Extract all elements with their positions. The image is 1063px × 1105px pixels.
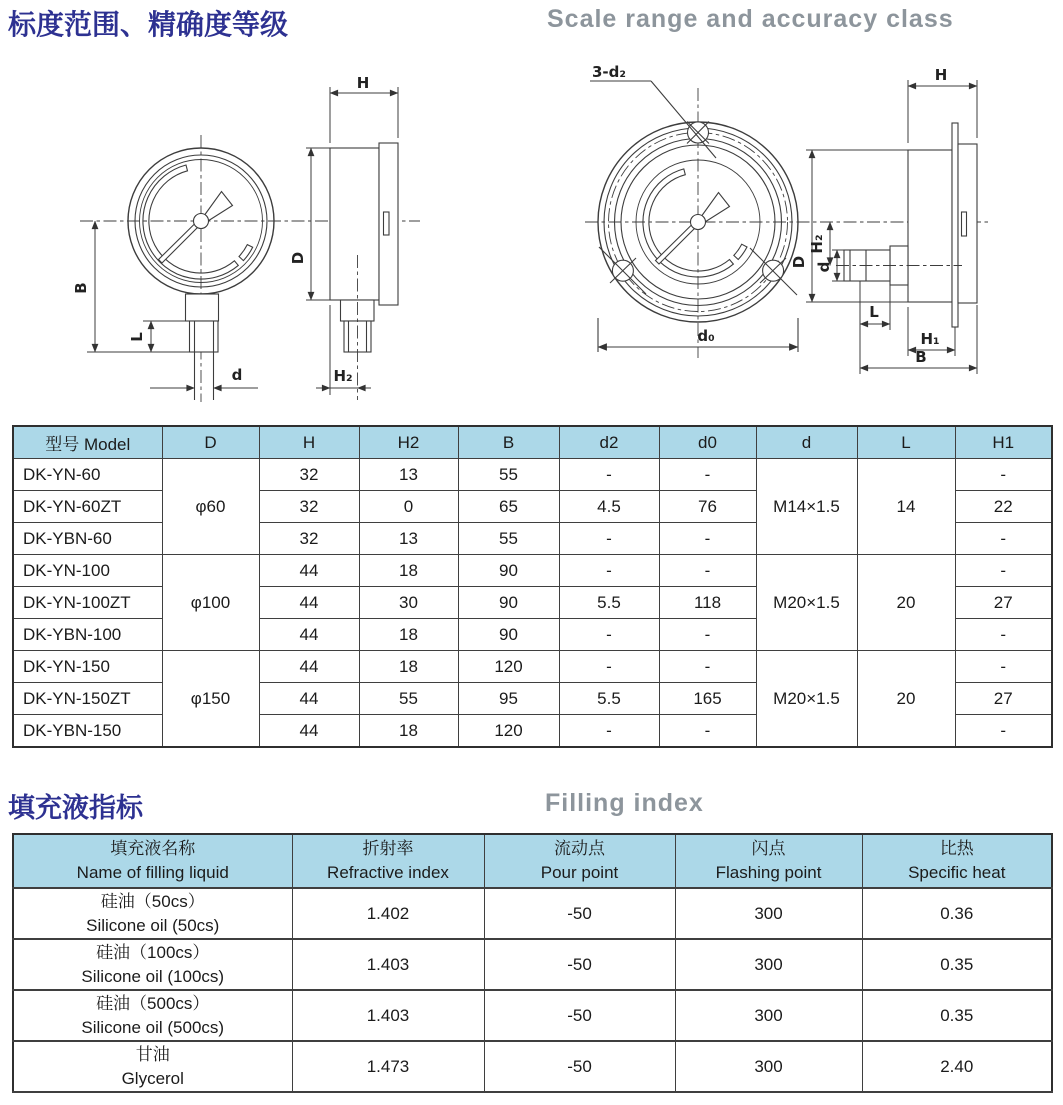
value-cell: 76 xyxy=(659,491,756,523)
value-cell: 18 xyxy=(359,555,458,587)
table-row xyxy=(13,1041,1052,1092)
value-cell: - xyxy=(659,523,756,555)
model-cell: DK-YBN-100 xyxy=(13,619,162,651)
col-header: L xyxy=(857,426,955,459)
dim-label-B: B xyxy=(72,282,90,294)
value-cell: 90 xyxy=(458,587,559,619)
table-row xyxy=(13,888,1052,939)
value-cell: - xyxy=(559,523,659,555)
model-cell: DK-YBN-60 xyxy=(13,523,162,555)
dim-label-d: d xyxy=(231,366,243,384)
col-header-en: Specific heat xyxy=(908,863,1006,882)
value-cell: 14 xyxy=(857,459,955,555)
value-cell: 5.5 xyxy=(559,683,659,715)
table-row xyxy=(13,555,1052,587)
value-cell: - xyxy=(559,715,659,748)
right-side-view xyxy=(836,123,977,327)
dim-label-B: B xyxy=(915,348,927,366)
left-front-dimensions xyxy=(72,221,258,388)
col-header-en: Flashing point xyxy=(715,863,822,882)
header-row xyxy=(13,426,1052,459)
model-cell: DK-YN-150 xyxy=(13,651,162,683)
diameter-cell: φ60 xyxy=(162,459,259,555)
liquid-name-cell xyxy=(13,939,292,990)
model-cell: DK-YBN-150 xyxy=(13,715,162,748)
value-cell: -50 xyxy=(484,1041,675,1092)
value-cell: 44 xyxy=(259,651,359,683)
section1-title-en: Scale range and accuracy class xyxy=(547,5,954,33)
col-header: d0 xyxy=(659,426,756,459)
value-cell: 44 xyxy=(259,619,359,651)
value-cell: - xyxy=(559,459,659,491)
value-cell: 20 xyxy=(857,555,955,651)
value-cell: 4.5 xyxy=(559,491,659,523)
scale-arc-band xyxy=(143,165,238,279)
dim-label-d0: d₀ xyxy=(697,327,715,345)
value-cell: 5.5 xyxy=(559,587,659,619)
value-cell: -50 xyxy=(484,990,675,1041)
value-cell: 1.403 xyxy=(292,939,484,990)
col-header xyxy=(484,834,675,888)
value-cell: 32 xyxy=(259,459,359,491)
section1-title-zh: 标度范围、精确度等级 xyxy=(8,9,289,40)
col-header: D xyxy=(162,426,259,459)
gauge-drawing-left xyxy=(72,74,420,402)
liquid-name-zh: 硅油（50cs） xyxy=(100,891,205,911)
value-cell: -50 xyxy=(484,939,675,990)
value-cell: 0.35 xyxy=(862,939,1052,990)
section2-title-en: Filling index xyxy=(545,789,704,817)
scale-arc-band-end xyxy=(239,245,253,261)
value-cell: - xyxy=(955,555,1052,587)
value-cell: - xyxy=(659,715,756,748)
col-header-zh: 填充液名称 xyxy=(110,839,196,858)
table-row xyxy=(13,459,1052,491)
section2-title-zh: 填充液指标 xyxy=(8,793,143,823)
value-cell: 300 xyxy=(675,888,862,939)
dim-label-H2: H₂ xyxy=(808,234,826,254)
col-header-en: Refractive index xyxy=(327,863,449,882)
pointer-hub xyxy=(194,214,209,229)
value-cell: 0 xyxy=(359,491,458,523)
col-header xyxy=(13,834,292,888)
col-header-zh: 折射率 xyxy=(362,839,414,858)
filling-index-table xyxy=(12,833,1053,1093)
value-cell: 65 xyxy=(458,491,559,523)
value-cell: - xyxy=(955,619,1052,651)
col-header-en: Pour point xyxy=(540,863,619,882)
value-cell: 300 xyxy=(675,939,862,990)
dim-label-L: L xyxy=(128,332,146,342)
col-header-zh: 比热 xyxy=(939,839,974,858)
table-row xyxy=(13,939,1052,990)
value-cell: 13 xyxy=(359,459,458,491)
value-cell: 300 xyxy=(675,990,862,1041)
col-header: B xyxy=(458,426,559,459)
dim-label-H2: H₂ xyxy=(333,367,353,385)
dim-label-L: L xyxy=(869,303,879,321)
holes-label: 3-d₂ xyxy=(592,63,626,81)
liquid-name-zh: 硅油（100cs） xyxy=(96,942,210,962)
left-side-view xyxy=(330,143,398,400)
thread-cell: M20×1.5 xyxy=(756,651,857,748)
thread-cell: M14×1.5 xyxy=(756,459,857,555)
liquid-name-cell xyxy=(13,990,292,1041)
col-header-zh: 闪点 xyxy=(751,839,786,858)
table-row xyxy=(13,651,1052,683)
value-cell: - xyxy=(559,651,659,683)
dimensions-table xyxy=(12,425,1053,748)
value-cell: 118 xyxy=(659,587,756,619)
value-cell: 22 xyxy=(955,491,1052,523)
liquid-name-en: Silicone oil (50cs) xyxy=(86,915,220,935)
col-header: H xyxy=(259,426,359,459)
liquid-name-en: Silicone oil (100cs) xyxy=(81,966,225,986)
col-header: 型号 Model xyxy=(13,426,162,459)
col-header: d2 xyxy=(559,426,659,459)
value-cell: 95 xyxy=(458,683,559,715)
model-cell: DK-YN-100ZT xyxy=(13,587,162,619)
value-cell: 55 xyxy=(359,683,458,715)
model-cell: DK-YN-60 xyxy=(13,459,162,491)
col-header-en: Name of filling liquid xyxy=(76,863,229,882)
dim-label-d: d xyxy=(815,261,833,273)
value-cell: 165 xyxy=(659,683,756,715)
value-cell: 0.35 xyxy=(862,990,1052,1041)
value-cell: - xyxy=(659,459,756,491)
value-cell: - xyxy=(955,651,1052,683)
value-cell: - xyxy=(955,523,1052,555)
col-header: H1 xyxy=(955,426,1052,459)
thread-cell: M20×1.5 xyxy=(756,555,857,651)
value-cell: - xyxy=(659,619,756,651)
value-cell: 18 xyxy=(359,715,458,748)
value-cell: 44 xyxy=(259,587,359,619)
gauge-drawing-right xyxy=(585,63,988,374)
diameter-cell: φ150 xyxy=(162,651,259,748)
header-row xyxy=(13,834,1052,888)
case-body xyxy=(908,150,952,302)
value-cell: 20 xyxy=(857,651,955,748)
value-cell: 0.36 xyxy=(862,888,1052,939)
value-cell: 18 xyxy=(359,651,458,683)
value-cell: 2.40 xyxy=(862,1041,1052,1092)
scale-arc-band-end xyxy=(734,244,747,259)
stem-neck xyxy=(186,294,219,321)
dim-label-H: H xyxy=(934,66,948,84)
value-cell: 18 xyxy=(359,619,458,651)
value-cell: 1.403 xyxy=(292,990,484,1041)
case-body xyxy=(330,148,379,300)
dim-label-D: D xyxy=(289,251,307,265)
liquid-name-zh: 甘油 xyxy=(135,1044,170,1064)
model-cell: DK-YN-60ZT xyxy=(13,491,162,523)
value-cell: 32 xyxy=(259,491,359,523)
liquid-name-en: Glycerol xyxy=(121,1068,184,1088)
liquid-name-cell xyxy=(13,888,292,939)
dim-label-D: D xyxy=(790,255,808,269)
value-cell: 32 xyxy=(259,523,359,555)
liquid-name-en: Silicone oil (500cs) xyxy=(81,1017,225,1037)
value-cell: 44 xyxy=(259,683,359,715)
value-cell: 27 xyxy=(955,683,1052,715)
col-header-zh: 流动点 xyxy=(554,839,605,858)
value-cell: 27 xyxy=(955,587,1052,619)
value-cell: 13 xyxy=(359,523,458,555)
gauge-technical-drawings xyxy=(0,55,1063,420)
value-cell: - xyxy=(559,619,659,651)
value-cell: 120 xyxy=(458,651,559,683)
col-header: H2 xyxy=(359,426,458,459)
value-cell: 90 xyxy=(458,619,559,651)
liquid-name-cell xyxy=(13,1041,292,1092)
dim-label-H: H xyxy=(356,74,370,92)
value-cell: - xyxy=(955,715,1052,748)
value-cell: 55 xyxy=(458,523,559,555)
liquid-name-zh: 硅油（500cs） xyxy=(96,993,210,1013)
value-cell: 1.402 xyxy=(292,888,484,939)
front-bezel xyxy=(958,144,977,303)
value-cell: - xyxy=(659,651,756,683)
value-cell: 44 xyxy=(259,555,359,587)
value-cell: 44 xyxy=(259,715,359,748)
pointer-hub xyxy=(691,215,706,230)
panel-flange-plate xyxy=(952,123,958,327)
dim-label-H1: H₁ xyxy=(920,330,940,348)
value-cell: 120 xyxy=(458,715,559,748)
value-cell: 30 xyxy=(359,587,458,619)
diameter-cell: φ100 xyxy=(162,555,259,651)
value-cell: - xyxy=(955,459,1052,491)
value-cell: 1.473 xyxy=(292,1041,484,1092)
value-cell: -50 xyxy=(484,888,675,939)
model-cell: DK-YN-100 xyxy=(13,555,162,587)
value-cell: 55 xyxy=(458,459,559,491)
col-header xyxy=(862,834,1052,888)
value-cell: 90 xyxy=(458,555,559,587)
col-header: d xyxy=(756,426,857,459)
value-cell: 300 xyxy=(675,1041,862,1092)
col-header xyxy=(292,834,484,888)
model-cell: DK-YN-150ZT xyxy=(13,683,162,715)
value-cell: - xyxy=(659,555,756,587)
table-row xyxy=(13,990,1052,1041)
value-cell: - xyxy=(559,555,659,587)
col-header xyxy=(675,834,862,888)
